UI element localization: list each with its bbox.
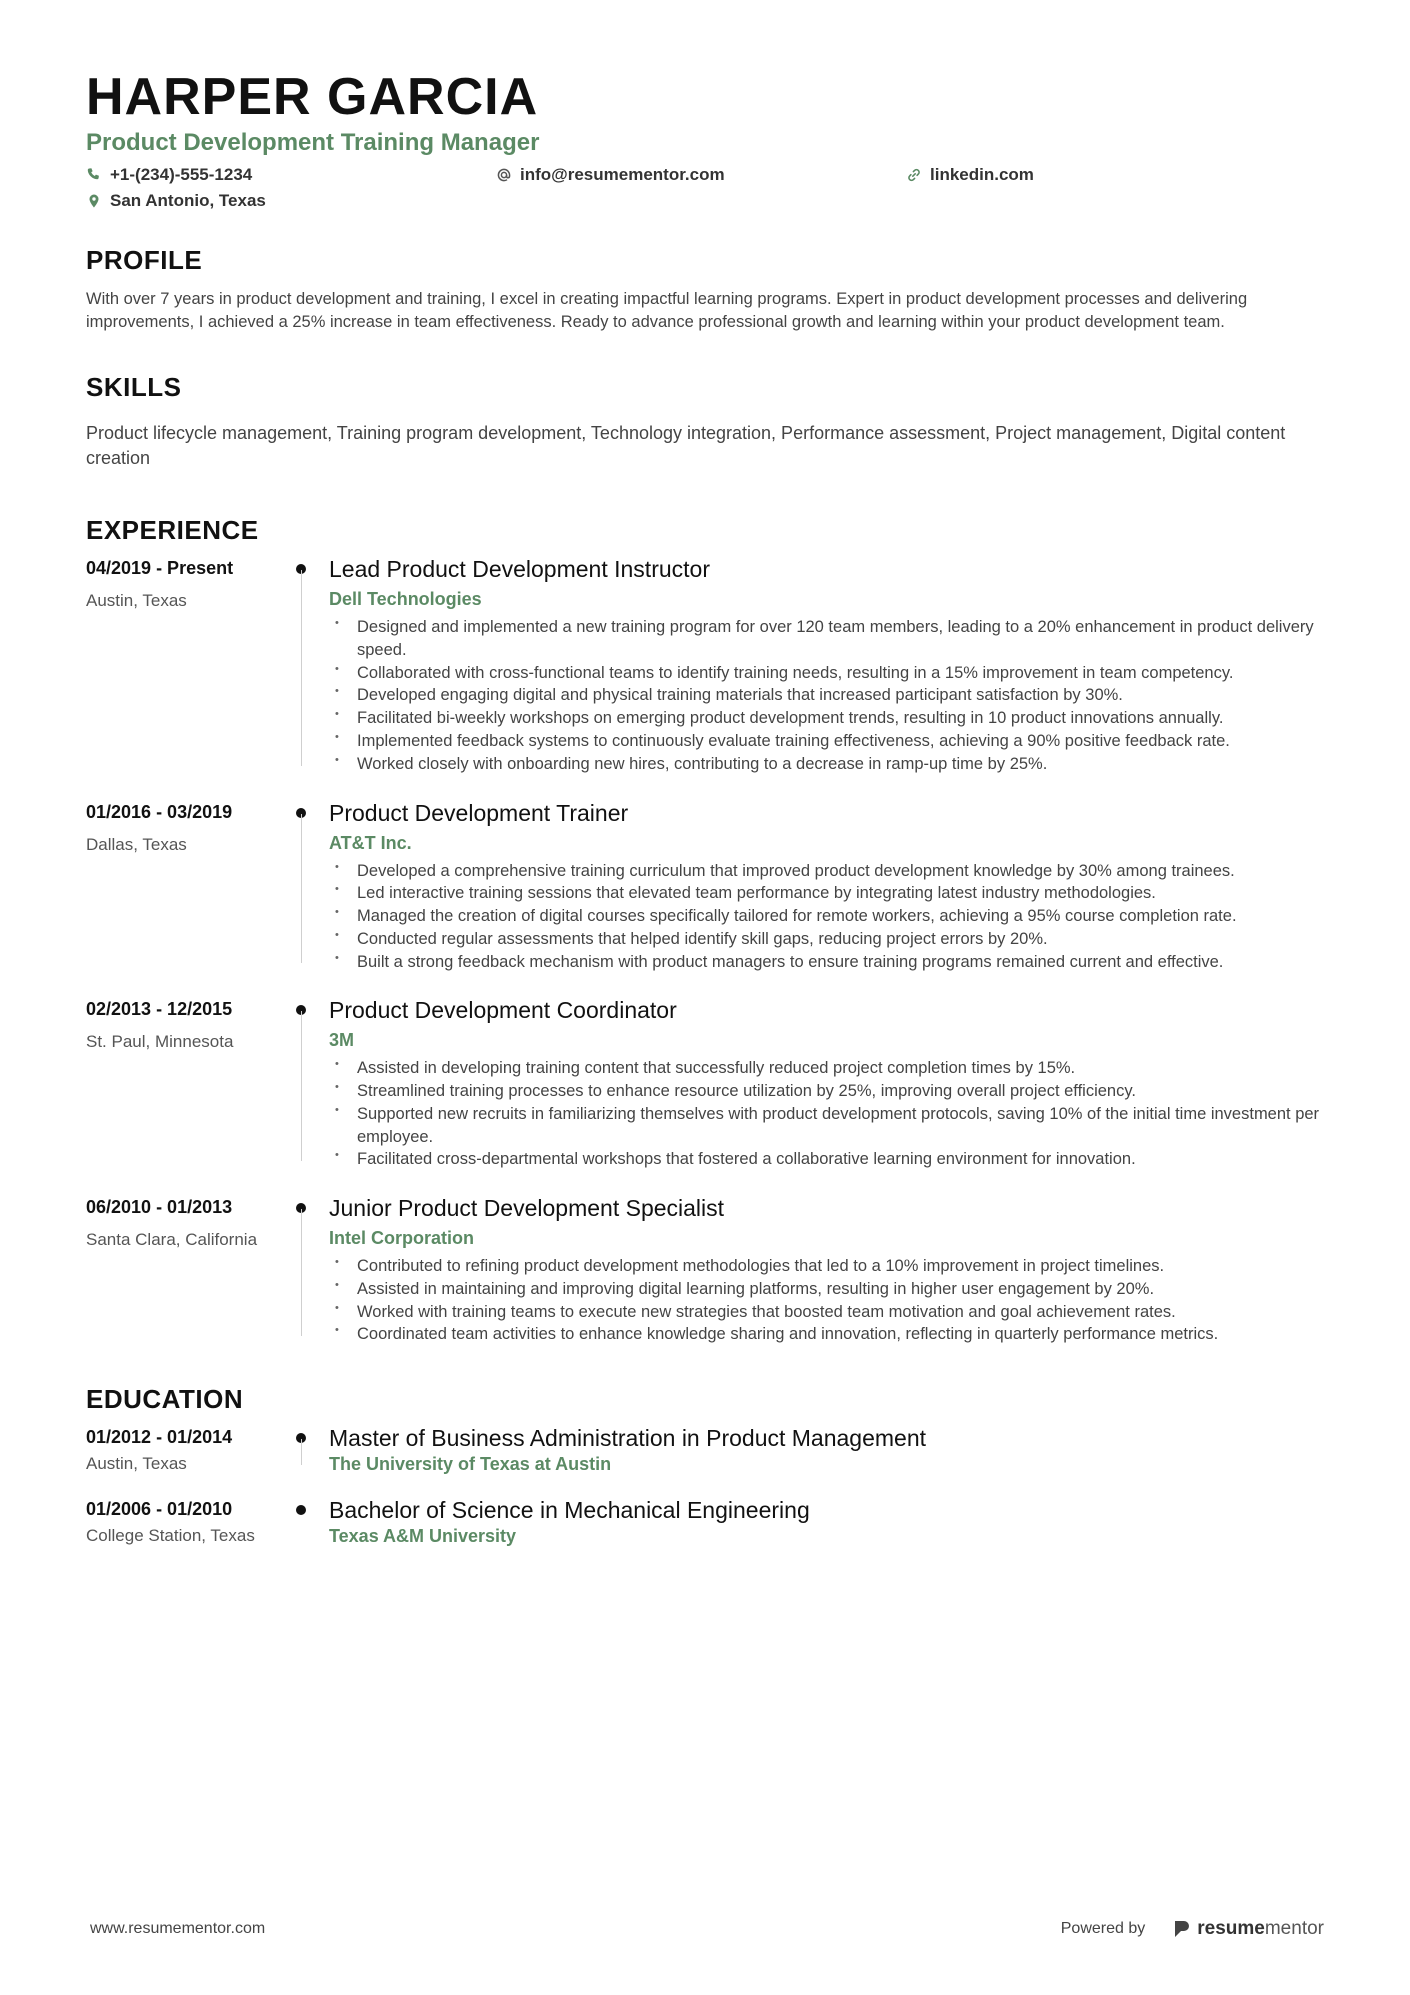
- bullet-item: • Conducted regular assessments that helped identify skill gaps, reducing project errors by 20%.: [329, 928, 1326, 951]
- timeline-rail: [291, 1423, 321, 1475]
- bullet-item: • Worked with training teams to execute new strategies that boosted team motivation and goal achievement rates.: [329, 1301, 1326, 1324]
- email-text: info@resumementor.com: [520, 164, 725, 184]
- entry-body: [321, 798, 1326, 974]
- job-title: Junior Product Development Specialist: [329, 1195, 725, 1222]
- degree-title: Master of Business Administration in Product Management: [329, 1425, 927, 1452]
- entry-dates: 01/2016 - 03/2019: [86, 801, 233, 822]
- bullet-item: • Managed the creation of digital courses specifically tailored for remote workers, achieving a 95% course completion rate.: [329, 905, 1326, 928]
- bullet-item: • Facilitated cross-departmental workshops that fostered a collaborative learning environment for innovation.: [329, 1148, 1326, 1171]
- phone-text: +1-(234)-555-1234: [110, 164, 253, 184]
- timeline-line: [301, 814, 303, 964]
- timeline-rail: [291, 1495, 321, 1547]
- entry-location: Dallas, Texas: [86, 834, 187, 854]
- contact-info: [86, 165, 1326, 211]
- degree-title: Bachelor of Science in Mechanical Engineering: [329, 1497, 810, 1524]
- skills-section: [86, 372, 1326, 471]
- profile-section: [86, 245, 1326, 334]
- bullet-item: • Supported new recruits in familiarizing themselves with product development protocols, saving 10% of the initial time investment per employee.: [329, 1103, 1326, 1149]
- school-name: The University of Texas at Austin: [329, 1454, 612, 1475]
- bullet-item: • Coordinated team activities to enhance knowledge sharing and innovation, reflecting in quarterly performance metrics.: [329, 1323, 1326, 1346]
- job-title: Product Development Trainer: [329, 799, 629, 826]
- bullet-list: [329, 1255, 1326, 1346]
- experience-entry: [86, 554, 1326, 797]
- linkedin-text: linkedin.com: [930, 164, 1034, 184]
- entry-location: Austin, Texas: [86, 1454, 187, 1474]
- entry-body: [321, 1423, 1326, 1475]
- link-icon: [906, 167, 922, 183]
- entry-dates: 06/2010 - 01/2013: [86, 1197, 233, 1218]
- powered-by-label: Powered by: [1060, 1920, 1146, 1937]
- profile-text: With over 7 years in product development and training, I excel in creating impactful learning programs. Expert in product development processes and delivering improvements, I achieved a 25% increase in team effectiveness. Ready to advance professional growth and learning within your product development team.: [86, 289, 1248, 331]
- timeline-line: [301, 1209, 303, 1336]
- bullet-item: • Developed a comprehensive training curriculum that improved product development knowledge by 30% among trainees.: [329, 860, 1326, 883]
- entry-location: Austin, Texas: [86, 591, 187, 611]
- bullet-item: • Designed and implemented a new training program for over 120 team members, leading to a 20% enhancement in product delivery speed.: [329, 616, 1326, 662]
- experience-entry: [86, 995, 1326, 1193]
- entry-meta: [86, 798, 291, 974]
- entry-meta: [86, 1193, 291, 1346]
- entry-body: [321, 1193, 1326, 1346]
- entry-meta: [86, 554, 291, 775]
- company-name: Intel Corporation: [329, 1228, 474, 1249]
- experience-section: [86, 515, 1326, 1368]
- bullet-item: • Collaborated with cross-functional teams to identify training needs, resulting in a 15% improvement in team competency.: [329, 662, 1326, 685]
- entry-body: [321, 1495, 1326, 1547]
- job-title: Lead Product Development Instructor: [329, 556, 710, 583]
- profile-heading: PROFILE: [86, 244, 203, 275]
- bullet-item: • Assisted in maintaining and improving digital learning platforms, resulting in higher user engagement by 20%.: [329, 1278, 1326, 1301]
- education-entry: [86, 1495, 1326, 1567]
- footer-website-link[interactable]: www.resumementor.com: [90, 1920, 266, 1937]
- brand-name-light: mentor: [1264, 1918, 1324, 1939]
- bullet-item: • Worked closely with onboarding new hires, contributing to a decrease in ramp-up time by 25%.: [329, 753, 1326, 776]
- location-text: San Antonio, Texas: [110, 190, 266, 210]
- entry-location: College Station, Texas: [86, 1526, 255, 1546]
- contact-phone[interactable]: [86, 165, 496, 185]
- education-entry: [86, 1423, 1326, 1495]
- timeline-rail: [291, 1193, 321, 1346]
- bullet-item: • Streamlined training processes to enhance resource utilization by 25%, improving overall project efficiency.: [329, 1080, 1326, 1103]
- contact-linkedin[interactable]: [906, 165, 1316, 185]
- resume-page: [86, 70, 1326, 1567]
- resumementor-logo-icon: [1173, 1919, 1191, 1939]
- entry-body: [321, 995, 1326, 1171]
- experience-entry: [86, 1193, 1326, 1368]
- powered-by: [1061, 1918, 1324, 1940]
- contact-location: [86, 191, 496, 211]
- timeline-line: [301, 1011, 303, 1161]
- skills-text: Product lifecycle management, Training program development, Technology integration, Performance assessment, Project management, Digital content creation: [86, 422, 1286, 468]
- entry-meta: [86, 995, 291, 1171]
- education-heading: EDUCATION: [86, 1384, 244, 1415]
- timeline-rail: [291, 995, 321, 1171]
- company-name: AT&T Inc.: [329, 832, 412, 853]
- phone-icon: [86, 167, 102, 183]
- at-sign-icon: [496, 167, 512, 183]
- entry-dates: 04/2019 - Present: [86, 558, 234, 579]
- timeline-rail: [291, 798, 321, 974]
- entry-location: Santa Clara, California: [86, 1230, 258, 1250]
- bullet-item: • Developed engaging digital and physical training materials that increased participant satisfaction by 30%.: [329, 684, 1326, 707]
- timeline-rail: [291, 554, 321, 775]
- timeline-line: [301, 570, 303, 765]
- company-name: 3M: [329, 1030, 355, 1051]
- company-name: Dell Technologies: [329, 589, 482, 610]
- candidate-name: HARPER GARCIA: [86, 68, 539, 126]
- bullet-list: [329, 1057, 1326, 1171]
- bullet-item: • Built a strong feedback mechanism with product managers to ensure training programs remained current and effective.: [329, 951, 1326, 974]
- entry-location: St. Paul, Minnesota: [86, 1032, 234, 1052]
- entry-dates: 02/2013 - 12/2015: [86, 999, 233, 1020]
- education-section: [86, 1384, 1326, 1567]
- bullet-item: • Led interactive training sessions that elevated team performance by integrating latest industry methodologies.: [329, 882, 1326, 905]
- candidate-title: Product Development Training Manager: [86, 128, 540, 156]
- bullet-item: • Contributed to refining product development methodologies that led to a 10% improvement in project timelines.: [329, 1255, 1326, 1278]
- bullet-item: • Implemented feedback systems to continuously evaluate training effectiveness, achieving a 90% positive feedback rate.: [329, 730, 1326, 753]
- page-footer: [90, 1918, 1324, 1940]
- bullet-item: • Facilitated bi-weekly workshops on emerging product development trends, resulting in 10 product innovations annually.: [329, 707, 1326, 730]
- location-pin-icon: [86, 193, 102, 209]
- experience-heading: EXPERIENCE: [86, 515, 259, 546]
- entry-meta: [86, 1495, 291, 1547]
- school-name: Texas A&M University: [329, 1526, 517, 1547]
- contact-email[interactable]: [496, 165, 906, 185]
- entry-dates: 01/2012 - 01/2014: [86, 1427, 233, 1448]
- brand-logo[interactable]: [1173, 1918, 1324, 1940]
- bullet-list: [329, 616, 1326, 775]
- job-title: Product Development Coordinator: [329, 997, 677, 1024]
- timeline-line: [301, 1439, 303, 1465]
- bullet-item: • Assisted in developing training content that successfully reduced project completion times by 15%.: [329, 1057, 1326, 1080]
- skills-heading: SKILLS: [86, 371, 182, 402]
- entry-body: [321, 554, 1326, 775]
- brand-name-bold: resume: [1197, 1918, 1265, 1939]
- entry-dates: 01/2006 - 01/2010: [86, 1499, 233, 1520]
- experience-entry: [86, 798, 1326, 996]
- bullet-list: [329, 860, 1326, 974]
- entry-meta: [86, 1423, 291, 1475]
- timeline-dot: [296, 1505, 306, 1515]
